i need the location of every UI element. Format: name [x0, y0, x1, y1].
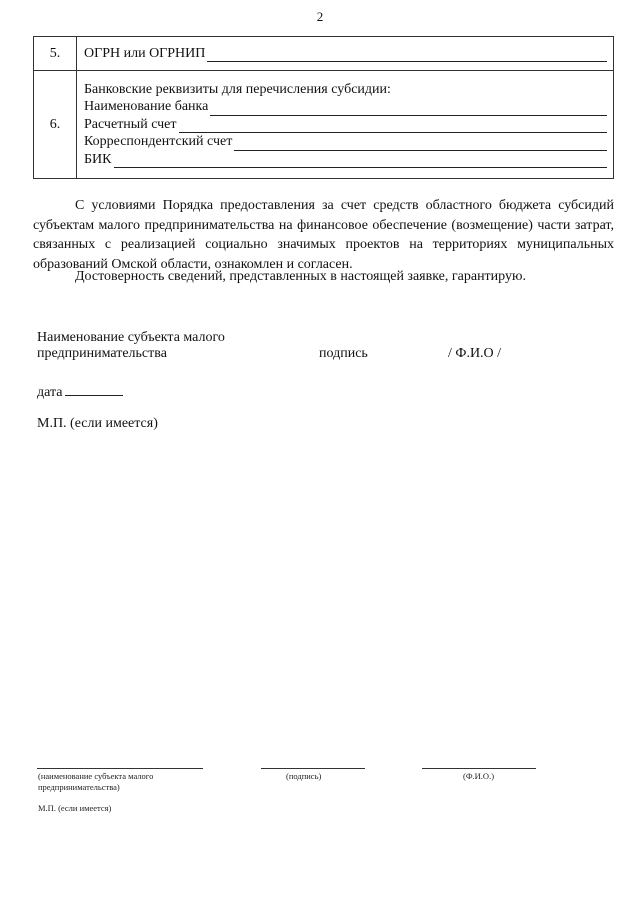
bik-label: БИК [84, 151, 112, 167]
table-row [34, 71, 614, 179]
bank-details-header: Банковские реквизиты для перечисления субсидии: [84, 81, 391, 97]
fio-line [422, 768, 536, 769]
correspondent-account-label: Корреспондентский счет [84, 134, 233, 150]
footer-entity-caption-line1: (наименование субъекта малого [38, 771, 154, 781]
terms-paragraph: С условиями Порядка предоставления за счет средств областного бюджета субсидий субъектам малого предпринимательства на финансовое обеспечение (возмещение) части затрат, связанных с реализацией социально значимых проектов на территориях муниципальных образований Омской области, ознакомлен и согласен. [33, 198, 614, 272]
correspondent-account-field [84, 133, 607, 151]
seal-label: М.П. (если имеется) [37, 416, 158, 431]
entity-signature-line [37, 768, 203, 769]
correspondent-account-blank-line [234, 138, 607, 151]
bik-blank-line [114, 155, 608, 168]
settlement-account-blank-line [179, 120, 607, 133]
bank-details-cell [77, 71, 614, 179]
footer-seal-caption: М.П. (если имеется) [38, 803, 112, 813]
date-field [37, 383, 123, 401]
row-number: 6. [34, 71, 77, 179]
page-number: 2 [316, 9, 324, 24]
signature-label: подпись [319, 346, 368, 361]
ogrn-blank-line [207, 49, 607, 62]
signature-line [261, 768, 365, 769]
settlement-account-label: Расчетный счет [84, 116, 177, 132]
ogrn-cell [77, 37, 614, 71]
date-blank-line [65, 383, 123, 396]
footer-fio-caption: (Ф.И.О.) [463, 771, 495, 781]
settlement-account-field [84, 116, 607, 134]
footer-signature-caption: (подпись) [286, 771, 322, 781]
ogrn-field [84, 45, 607, 63]
footer-entity-caption-line2: предпринимательства) [38, 782, 120, 792]
fio-label: / Ф.И.О / [448, 346, 502, 361]
date-label: дата [37, 385, 63, 400]
ogrn-label: ОГРН или ОГРНИП [84, 45, 206, 61]
bik-field [84, 151, 607, 169]
requisites-table [33, 36, 614, 179]
row-number: 5. [34, 37, 77, 71]
bank-name-label: Наименование банка [84, 99, 209, 115]
entity-name-label-line1: Наименование субъекта малого [37, 330, 225, 345]
bank-name-blank-line [210, 103, 607, 116]
guarantee-paragraph: Достоверность сведений, представленных в настоящей заявке, гарантирую. [75, 269, 526, 284]
entity-name-label-line2: предпринимательства [37, 346, 167, 361]
bank-name-field [84, 98, 607, 116]
table-row [34, 37, 614, 71]
